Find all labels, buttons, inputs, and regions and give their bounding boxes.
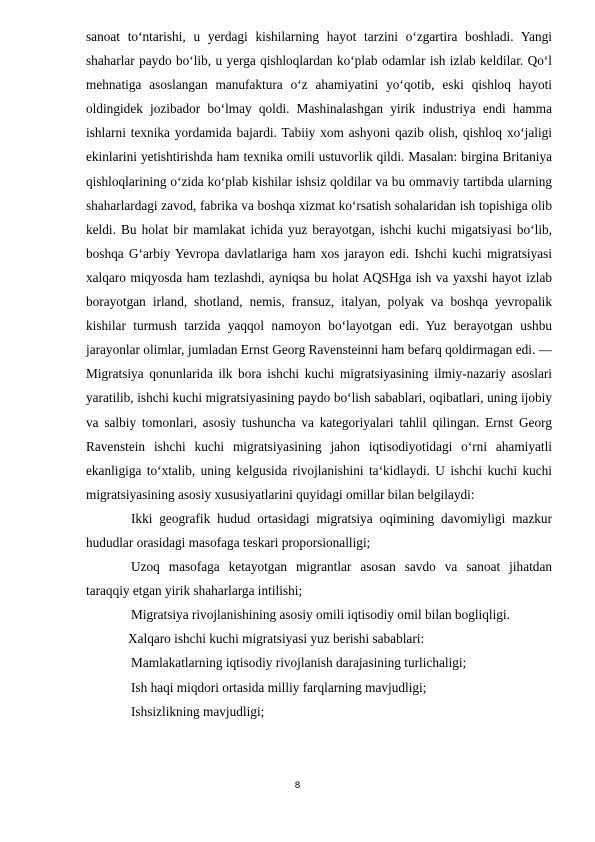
document-page <box>86 25 552 724</box>
factor-item-1: Ikki geografik hudud ortasidagi migratsiya oqimining davomiyligi mazkur hududlar orasidagi masofaga teskari proporsionalligi; <box>86 510 552 550</box>
reason-item-3: Ishsizlikning mavjudligi; <box>131 703 265 719</box>
reason-item-1: Mamlakatlarning iqtisodiy rivojlanish darajasining turlichaligi; <box>131 655 467 671</box>
reason-item-2: Ish haqi miqdori ortasida milliy farqlarning mavjudligi; <box>131 679 427 695</box>
reasons-heading: Xalqaro ishchi kuchi migratsiyasi yuz berishi sabablari: <box>128 631 425 647</box>
main-paragraph: sanoat toʻntarishi, u yerdagi kishilarning hayot tarzini oʻzgartira boshladi. Yangi shaharlar paydo boʻlib, u yerga qishloqlardan koʻplab odamlar ish izlab keldilar. Qoʻl mehnatiga asoslangan manufaktura oʻz ahamiyatini yoʻqotib, eski qishloq hayoti oldingidek jozibador boʻlmay qoldi. Mashinalashgan yirik industriya endi hamma ishlarni texnika yordamida bajardi. Tabiiy xom ashyoni qazib olish, qishloq xoʻjaligi ekinlarini yetishtirishda ham texnika omili ustuvorlik qildi. Masalan: birgina Britaniya qishloqlarining oʻzida koʻplab kishilar ishsiz qoldilar va bu ommaviy tartibda ularning shaharlardagi zavod, fabrika va boshqa xizmat koʻrsatish sohalaridan ish topishiga olib keldi. Bu holat bir mamlakat ichida yuz berayotgan, ishchi kuchi migatsiyasi boʻlib, boshqa Gʻarbiy Yevropa davlatlariga ham xos jarayon edi. Ishchi kuchi migratsiyasi xalqaro miqyosda ham tezlashdi, ayniqsa bu holat AQSHga ish va yaxshi hayot izlab borayotgan irland, shotland, nemis, fransuz, italyan, polyak va boshqa yevropalik kishilar turmush tarzida yaqqol namoyon boʻlayotgan edi. Yuz berayotgan ushbu jarayonlar olimlar, jumladan Ernst Georg Ravensteinni ham befarq qoldirmagan edi. — Migratsiya qonunlarida ilk bora ishchi kuchi migratsiyasining ilmiy-nazariy asoslari yaratilib, ishchi kuchi migratsiyasining paydo boʻlish sabablari, oqibatlari, uning ijobiy va salbiy tomonlari, asosiy tushuncha va kategoriyalari tahlil qilingan. Ernst Georg Ravenstein ishchi kuchi migratsiyasining jahon iqtisodiyotidagi oʻrni ahamiyatli ekanligiga toʻxtalib, uning kelgusida rivojlanishini taʻkidlaydi. U ishchi kuchi kuchi migratsiyasining asosiy xususiyatlarini quyidagi omillar bilan belgilaydi: <box>86 29 552 502</box>
factor-item-3: Migratsiya rivojlanishining asosiy omili iqtisodiy omil bilan bogliqligi. <box>131 607 510 623</box>
factor-item-2: Uzoq masofaga ketayotgan migrantlar asosan savdo va sanoat jihatdan taraqqiy etgan yirik shaharlarga intilishi; <box>86 559 552 599</box>
page-number: 8 <box>294 780 301 791</box>
